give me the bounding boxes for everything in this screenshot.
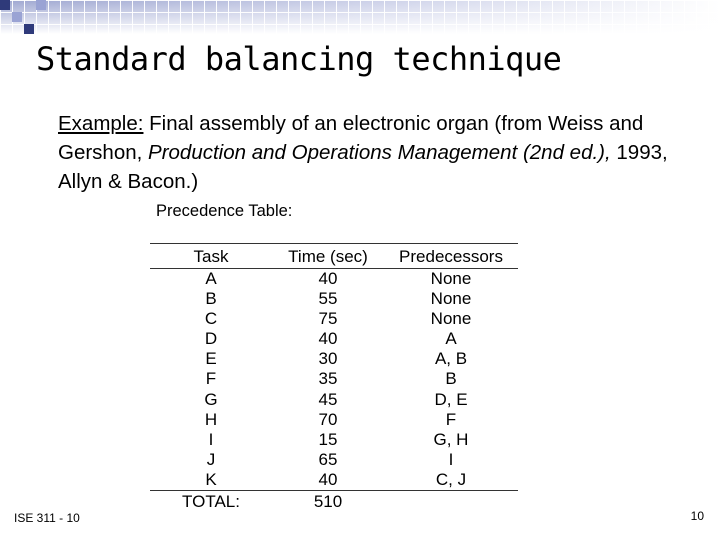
- table-header-row: [150, 244, 518, 269]
- cell-predecessors: D, E: [434, 389, 468, 409]
- cell-predecessors: F: [445, 409, 457, 429]
- table-row: [150, 269, 518, 289]
- cell-task: H: [204, 409, 218, 429]
- header-time: Time (sec): [288, 247, 368, 266]
- header-fade: [0, 0, 720, 34]
- cell-time: 40: [318, 269, 338, 288]
- table-row: [150, 450, 518, 470]
- table-caption: Precedence Table:: [156, 202, 293, 220]
- cell-time: 40: [318, 329, 338, 349]
- corner-square-light: [12, 12, 22, 22]
- corner-square-dark-2: [24, 24, 34, 34]
- total-label: TOTAL:: [182, 492, 240, 512]
- total-empty: [384, 491, 518, 515]
- cell-time: 15: [318, 429, 338, 449]
- page-number: 10: [690, 509, 704, 523]
- cell-task: K: [205, 469, 217, 489]
- example-text-2: 1993, Allyn & Bacon.): [58, 141, 668, 193]
- cell-predecessors: A: [445, 329, 457, 349]
- header-predecessors: Predecessors: [399, 247, 503, 266]
- cell-time: 55: [318, 289, 338, 309]
- cell-time: 40: [318, 469, 338, 489]
- cell-task: B: [205, 289, 217, 309]
- table-row: [150, 349, 518, 369]
- precedence-table: [150, 243, 518, 515]
- cell-task: E: [205, 349, 217, 369]
- example-label: Example:: [58, 112, 144, 135]
- table-body: [150, 269, 518, 490]
- cell-task: G: [204, 389, 218, 409]
- cell-task: F: [205, 369, 217, 389]
- cell-time: 30: [318, 349, 338, 369]
- table-row: [150, 329, 518, 349]
- corner-square-light-2: [36, 0, 46, 10]
- table-total-row: [150, 490, 518, 515]
- cell-predecessors: I: [448, 449, 454, 469]
- cell-task: I: [208, 429, 214, 449]
- corner-square-dark: [0, 0, 10, 10]
- cell-task: D: [204, 329, 218, 349]
- example-text-1: Final assembly of an electronic organ (from Weiss and Gershon,: [58, 112, 644, 164]
- cell-predecessors: C, J: [435, 469, 467, 489]
- cell-task: J: [206, 449, 216, 469]
- cell-predecessors: G, H: [433, 429, 469, 449]
- table-row: [150, 390, 518, 410]
- cell-time: 70: [318, 409, 338, 429]
- table-row: [150, 289, 518, 309]
- cell-predecessors: A, B: [434, 349, 468, 369]
- cell-time: 75: [318, 309, 338, 329]
- table-row: [150, 309, 518, 329]
- example-italic-title: Production and Operations Management (2nd ed.),: [148, 141, 611, 164]
- table-row: [150, 430, 518, 450]
- decorative-header-band: [0, 0, 720, 34]
- cell-time: 65: [318, 449, 338, 469]
- cell-predecessors: None: [430, 309, 472, 329]
- cell-time: 35: [318, 369, 338, 389]
- slide-title: Standard balancing technique: [36, 40, 562, 78]
- header-task: Task: [193, 247, 229, 266]
- cell-task: A: [205, 269, 217, 288]
- table-row: [150, 470, 518, 490]
- cell-time: 45: [318, 389, 338, 409]
- cell-predecessors: None: [430, 289, 472, 309]
- cell-predecessors: None: [430, 269, 472, 288]
- table-row: [150, 369, 518, 389]
- total-value: 510: [313, 492, 343, 512]
- course-footer: ISE 311 - 10: [14, 511, 80, 525]
- cell-predecessors: B: [445, 369, 457, 389]
- cell-task: C: [204, 309, 218, 329]
- table-row: [150, 410, 518, 430]
- example-paragraph: [58, 109, 678, 196]
